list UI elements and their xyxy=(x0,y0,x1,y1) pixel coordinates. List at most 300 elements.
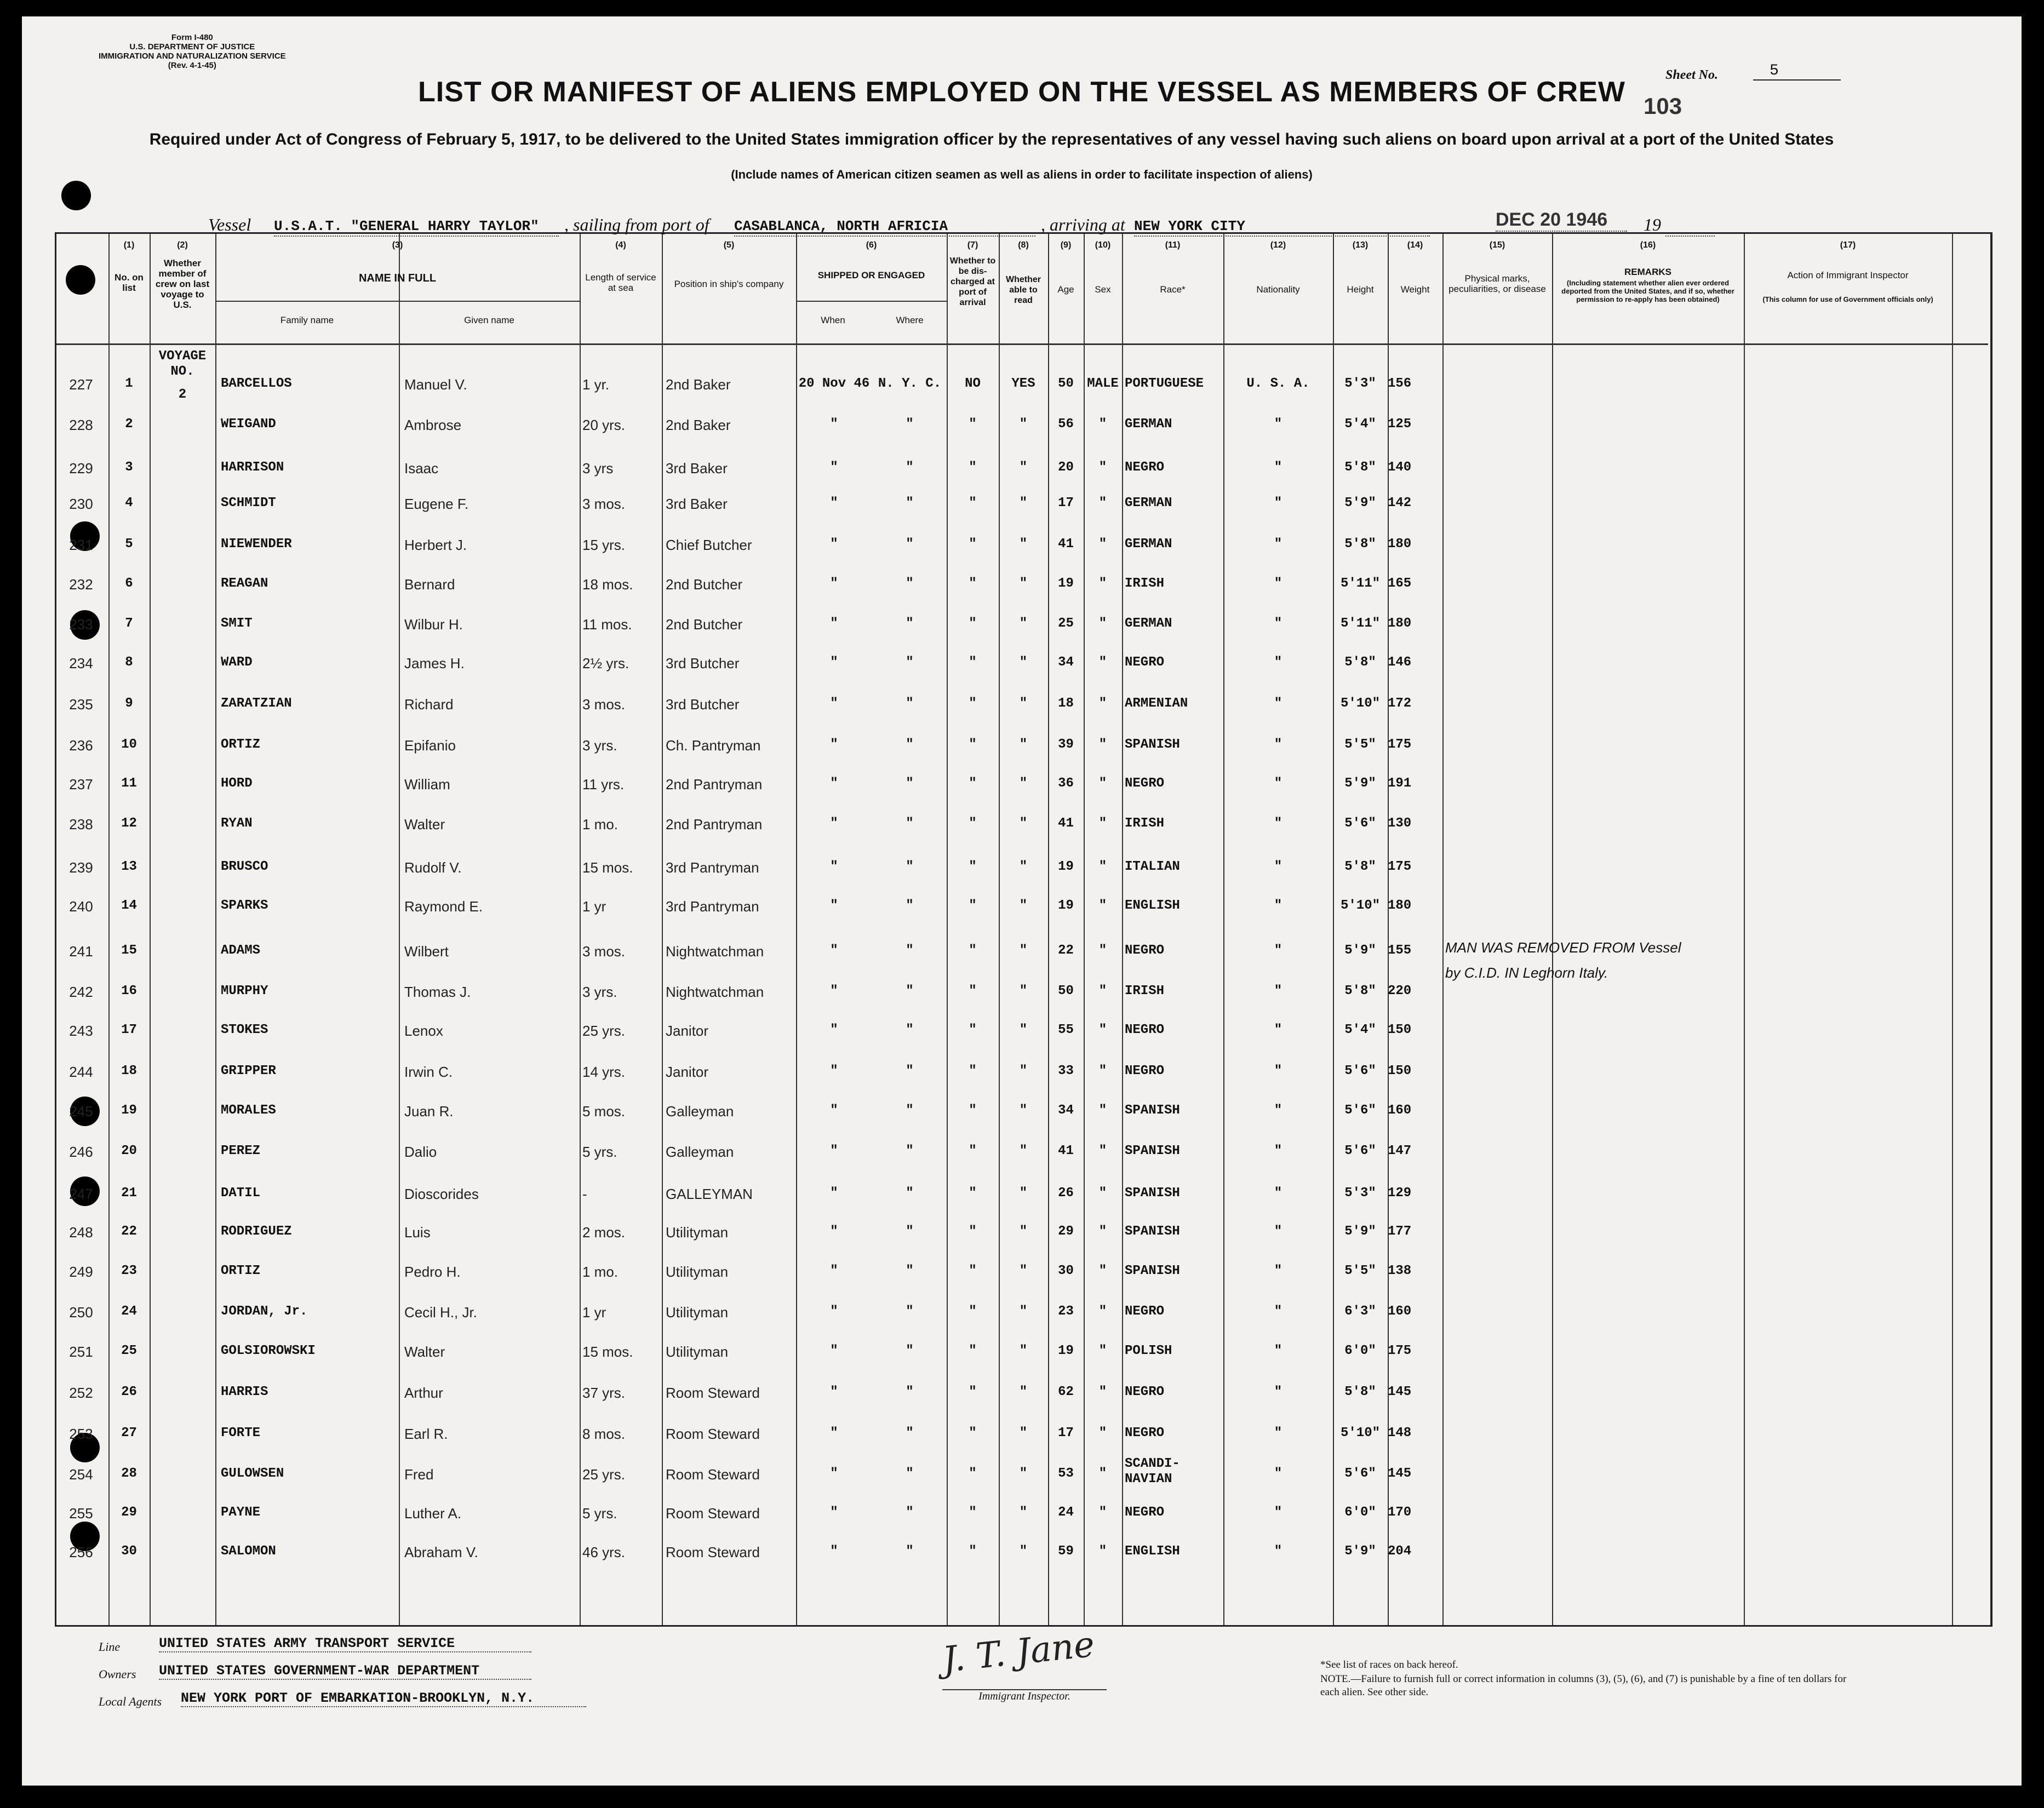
cell-age: 29 xyxy=(1058,1224,1074,1239)
department: U.S. DEPARTMENT OF JUSTICE xyxy=(129,42,255,51)
cell-sex: " xyxy=(1098,1385,1107,1399)
cell-nat: " xyxy=(1274,1103,1282,1118)
cell-disch: " xyxy=(969,1426,977,1440)
cell-sex: " xyxy=(1098,943,1107,958)
cell-position: 3rd Pantryman xyxy=(666,898,759,915)
cell-no: 11 xyxy=(121,776,137,791)
cell-nat: " xyxy=(1274,984,1282,998)
cell-weight: 145 xyxy=(1388,1466,1412,1481)
cell-when: " xyxy=(830,1505,838,1520)
date-stamp: DEC 20 1946 xyxy=(1496,209,1627,232)
cell-race: NEGRO xyxy=(1125,1304,1165,1319)
hdr-position: Position in ship's company xyxy=(674,279,784,289)
cell-fam: WARD xyxy=(221,655,253,670)
cell-position: 3rd Baker xyxy=(666,496,728,512)
cell-when: " xyxy=(830,576,838,591)
hdr-length-service: Length of service at sea xyxy=(585,272,656,293)
line-number: 247 xyxy=(69,1186,93,1202)
cell-position: 3rd Pantryman xyxy=(666,859,759,876)
cell-nat: " xyxy=(1274,898,1282,913)
cell-nat: " xyxy=(1274,696,1282,711)
line-number: 253 xyxy=(69,1426,93,1442)
cell-given: Luther A. xyxy=(404,1505,462,1522)
cell-given: Richard xyxy=(404,696,454,713)
cell-position: Ch. Pantryman xyxy=(666,737,761,754)
hdr-physical: Physical marks, peculiarities, or disease xyxy=(1448,273,1546,294)
cell-nat: " xyxy=(1274,655,1282,670)
cell-when: 20 Nov 46 xyxy=(798,376,870,391)
cell-length: 11 mos. xyxy=(582,616,632,633)
cell-sex: " xyxy=(1098,616,1107,631)
cell-race: NEGRO xyxy=(1125,1505,1165,1520)
line-number: 256 xyxy=(69,1544,93,1560)
cell-nat: " xyxy=(1274,1466,1282,1481)
cell-sex: " xyxy=(1098,1064,1107,1078)
cell-given: Dioscorides xyxy=(404,1186,479,1202)
col-num: (11) xyxy=(1165,240,1181,250)
cell-height: 5'11" xyxy=(1340,616,1380,631)
vessel-name: U.S.A.T. "GENERAL HARRY TAYLOR" xyxy=(274,218,559,237)
cell-nat: " xyxy=(1274,496,1282,510)
cell-no: 4 xyxy=(125,496,133,510)
cell-fam: ORTIZ xyxy=(221,1264,261,1278)
hdr-no-on-list: No. on list xyxy=(114,272,144,293)
cell-when: " xyxy=(830,1544,838,1559)
cell-read: " xyxy=(1019,1344,1028,1358)
cell-position: 3rd Baker xyxy=(666,460,728,477)
footer-agents-row xyxy=(99,1695,162,1709)
cell-length: 5 yrs. xyxy=(582,1505,617,1522)
cell-length: 1 yr xyxy=(582,1304,606,1321)
cell-height: 5'8" xyxy=(1344,859,1376,874)
cell-age: 17 xyxy=(1058,496,1074,510)
cell-no: 12 xyxy=(121,816,137,831)
cell-age: 53 xyxy=(1058,1466,1074,1481)
cell-weight: 129 xyxy=(1388,1186,1412,1201)
cell-height: 5'4" xyxy=(1344,1023,1376,1037)
cell-weight: 147 xyxy=(1388,1144,1412,1158)
cell-age: 39 xyxy=(1058,737,1074,752)
cell-read: " xyxy=(1019,1144,1028,1158)
cell-disch: " xyxy=(969,1505,977,1520)
cell-position: Galleyman xyxy=(666,1144,734,1160)
cell-read: " xyxy=(1019,1264,1028,1278)
hdr-action-sub: (This column for use of Government officials only) xyxy=(1762,295,1933,303)
cell-disch: " xyxy=(969,576,977,591)
footer-agents-label: Local Agents xyxy=(99,1695,162,1708)
cell-read: " xyxy=(1019,460,1028,475)
cell-when: " xyxy=(830,1264,838,1278)
cell-age: 30 xyxy=(1058,1264,1074,1278)
cell-where: " xyxy=(906,898,914,913)
cell-fam: NIEWENDER xyxy=(221,537,292,552)
cell-no: 29 xyxy=(121,1505,137,1520)
line-number: 234 xyxy=(69,655,93,671)
cell-length: 11 yrs. xyxy=(582,776,625,793)
cell-read: " xyxy=(1019,1023,1028,1037)
cell-weight: 138 xyxy=(1388,1264,1412,1278)
cell-when: " xyxy=(830,417,838,432)
cell-when: " xyxy=(830,696,838,711)
cell-where: " xyxy=(906,1186,914,1201)
cell-age: 18 xyxy=(1058,696,1074,711)
cell-age: 25 xyxy=(1058,616,1074,631)
cell-where: " xyxy=(906,496,914,510)
cell-position: 2nd Pantryman xyxy=(666,816,763,833)
footer-owners-row xyxy=(99,1667,136,1681)
cell-race: IRISH xyxy=(1125,816,1165,831)
footer-owners-value: UNITED STATES GOVERNMENT-WAR DEPARTMENT xyxy=(159,1663,531,1680)
cell-given: Walter xyxy=(404,1344,445,1360)
year-prefix: 19 xyxy=(1644,215,1661,234)
cell-height: 5'10" xyxy=(1340,696,1380,711)
cell-fam: GOLSIOROWSKI xyxy=(221,1344,316,1358)
cell-read: " xyxy=(1019,417,1028,432)
cell-when: " xyxy=(830,537,838,552)
revision: (Rev. 4-1-45) xyxy=(168,61,216,70)
col-num: (17) xyxy=(1840,240,1856,250)
inspector-signature: J. T. Jane xyxy=(940,1624,1097,1681)
cell-length: 8 mos. xyxy=(582,1426,626,1442)
cell-when: " xyxy=(830,1385,838,1399)
cell-no: 9 xyxy=(125,696,133,711)
cell-sex: " xyxy=(1098,1264,1107,1278)
cell-read: " xyxy=(1019,943,1028,958)
cell-disch: " xyxy=(969,1064,977,1078)
cell-race: IRISH xyxy=(1125,576,1165,591)
cell-length: 3 mos. xyxy=(582,943,626,960)
cell-length: 15 yrs. xyxy=(582,537,626,553)
cell-read: " xyxy=(1019,1426,1028,1440)
cell-position: 3rd Butcher xyxy=(666,696,740,713)
cell-given: Bernard xyxy=(404,576,455,593)
cell-disch: " xyxy=(969,1103,977,1118)
cell-sex: " xyxy=(1098,1344,1107,1358)
cell-fam: HORD xyxy=(221,776,253,791)
hdr-able-read: Whether able to read xyxy=(1006,275,1041,305)
cell-fam: ADAMS xyxy=(221,943,261,958)
punch-hole xyxy=(61,181,91,210)
cell-disch: " xyxy=(969,1144,977,1158)
cell-height: 5'8" xyxy=(1344,655,1376,670)
cell-height: 5'9" xyxy=(1344,496,1376,510)
cell-where: " xyxy=(906,1103,914,1118)
cell-nat: " xyxy=(1274,816,1282,831)
cell-nat: " xyxy=(1274,1023,1282,1037)
cell-race: NEGRO xyxy=(1125,1064,1165,1078)
cell-read: " xyxy=(1019,496,1028,510)
cell-nat: " xyxy=(1274,1544,1282,1559)
cell-weight: 180 xyxy=(1388,616,1412,631)
cell-where: " xyxy=(906,1344,914,1358)
cell-no: 5 xyxy=(125,537,133,552)
cell-age: 56 xyxy=(1058,417,1074,432)
cell-fam: RYAN xyxy=(221,816,253,831)
cell-length: 3 mos. xyxy=(582,496,626,512)
hdr-whether-member: Whether member of crew on last voyage to U.S. xyxy=(155,258,210,310)
cell-height: 5'8" xyxy=(1344,537,1376,552)
cell-length: 3 yrs. xyxy=(582,737,617,754)
cell-sex: " xyxy=(1098,1103,1107,1118)
cell-height: 5'8" xyxy=(1344,984,1376,998)
cell-fam: REAGAN xyxy=(221,576,268,591)
cell-weight: 180 xyxy=(1388,537,1412,552)
cell-read: " xyxy=(1019,898,1028,913)
cell-nat: " xyxy=(1274,537,1282,552)
line-number: 228 xyxy=(69,417,93,433)
cell-weight: 146 xyxy=(1388,655,1412,670)
cell-where: " xyxy=(906,943,914,958)
cell-no: 23 xyxy=(121,1264,137,1278)
hdr-where: Where xyxy=(896,315,924,325)
cell-disch: " xyxy=(969,655,977,670)
cell-disch: " xyxy=(969,737,977,752)
cell-position: Room Steward xyxy=(666,1505,760,1522)
cell-length: 5 yrs. xyxy=(582,1144,617,1160)
line-number: 229 xyxy=(69,460,93,477)
cell-disch: " xyxy=(969,616,977,631)
cell-length: 37 yrs. xyxy=(582,1385,626,1401)
cell-race: SPANISH xyxy=(1125,1264,1180,1278)
cell-length: 5 mos. xyxy=(582,1103,626,1120)
cell-where: " xyxy=(906,460,914,475)
col-num: (8) xyxy=(1018,240,1029,250)
cell-nat: " xyxy=(1274,1064,1282,1078)
cell-position: Room Steward xyxy=(666,1385,760,1401)
cell-weight: 150 xyxy=(1388,1064,1412,1078)
cell-where: " xyxy=(906,1544,914,1559)
line-number: 252 xyxy=(69,1385,93,1401)
line-number: 240 xyxy=(69,898,93,915)
cell-disch: " xyxy=(969,859,977,874)
form-number: Form I-480 xyxy=(171,33,213,42)
cell-weight: 177 xyxy=(1388,1224,1412,1239)
cell-length: 18 mos. xyxy=(582,576,633,593)
cell-height: 5'6" xyxy=(1344,1103,1376,1118)
col-num: (4) xyxy=(615,240,626,250)
cell-nat: U. S. A. xyxy=(1246,376,1310,391)
cell-length: 15 mos. xyxy=(582,859,633,876)
line-number: 233 xyxy=(69,616,93,633)
cell-no: 2 xyxy=(125,417,133,432)
hdr-when: When xyxy=(821,315,845,325)
cell-nat: " xyxy=(1274,417,1282,432)
cell-when: " xyxy=(830,816,838,831)
cell-where: " xyxy=(906,1466,914,1481)
hdr-nationality: Nationality xyxy=(1256,284,1300,295)
cell-sex: " xyxy=(1098,1426,1107,1440)
include-note: (Include names of American citizen seamen as well as aliens in order to facilitate inspection of aliens) xyxy=(731,168,1313,181)
cell-length: 2 mos. xyxy=(582,1224,626,1241)
cell-no: 22 xyxy=(121,1224,137,1239)
cell-race: ARMENIAN xyxy=(1125,696,1188,711)
cell-sex: " xyxy=(1098,1304,1107,1319)
cell-race: PORTUGUESE xyxy=(1125,376,1204,391)
cell-nat: " xyxy=(1274,1224,1282,1239)
cell-given: Dalio xyxy=(404,1144,437,1160)
cell-where: " xyxy=(906,1505,914,1520)
cell-given: Lenox xyxy=(404,1023,443,1039)
cell-nat: " xyxy=(1274,576,1282,591)
cell-read: " xyxy=(1019,696,1028,711)
cell-race: ENGLISH xyxy=(1125,1544,1180,1559)
line-number: 238 xyxy=(69,816,93,833)
cell-age: 41 xyxy=(1058,1144,1074,1158)
cell-weight: 170 xyxy=(1388,1505,1412,1520)
cell-position: Utilityman xyxy=(666,1344,729,1360)
crew-table xyxy=(55,232,1993,1627)
cell-length: 20 yrs. xyxy=(582,417,626,433)
cell-no: 27 xyxy=(121,1426,137,1440)
line-number: 236 xyxy=(69,737,93,754)
cell-race: GERMAN xyxy=(1125,417,1172,432)
cell-age: 55 xyxy=(1058,1023,1074,1037)
cell-where: " xyxy=(906,417,914,432)
cell-height: 5'4" xyxy=(1344,417,1376,432)
cell-fam: STOKES xyxy=(221,1023,268,1037)
line-number: 231 xyxy=(69,537,93,553)
cell-fam: GRIPPER xyxy=(221,1064,276,1078)
cell-read: " xyxy=(1019,816,1028,831)
cell-read: " xyxy=(1019,537,1028,552)
cell-weight: 175 xyxy=(1388,737,1412,752)
hdr-age: Age xyxy=(1057,284,1074,295)
cell-race: NEGRO xyxy=(1125,655,1165,670)
col-num: (2) xyxy=(177,240,188,250)
cell-fam: SMIT xyxy=(221,616,253,631)
cell-race: ENGLISH xyxy=(1125,898,1180,913)
cell-weight: 142 xyxy=(1388,496,1412,510)
cell-sex: " xyxy=(1098,696,1107,711)
cell-length: 1 yr xyxy=(582,898,606,915)
cell-height: 6'0" xyxy=(1344,1505,1376,1520)
cell-no: 6 xyxy=(125,576,133,591)
cell-length: 1 yr. xyxy=(582,376,610,393)
cell-no: 10 xyxy=(121,737,137,752)
footer-line-row xyxy=(99,1640,120,1654)
cell-given: Juan R. xyxy=(404,1103,454,1120)
cell-position: GALLEYMAN xyxy=(666,1186,753,1202)
cell-race: ITALIAN xyxy=(1125,859,1180,874)
cell-disch: NO xyxy=(965,376,981,391)
cell-disch: " xyxy=(969,1023,977,1037)
cell-position: Utilityman xyxy=(666,1224,729,1241)
cell-disch: " xyxy=(969,1544,977,1559)
cell-age: 19 xyxy=(1058,576,1074,591)
cell-sex: " xyxy=(1098,655,1107,670)
cell-sex: " xyxy=(1098,984,1107,998)
cell-age: 33 xyxy=(1058,1064,1074,1078)
cell-when: " xyxy=(830,496,838,510)
cell-given: Eugene F. xyxy=(404,496,469,512)
cell-read: " xyxy=(1019,1224,1028,1239)
cell-race: POLISH xyxy=(1125,1344,1172,1358)
sheet-number: 5 xyxy=(1753,62,1841,81)
cell-age: 41 xyxy=(1058,816,1074,831)
hdr-family-name: Family name xyxy=(280,315,334,325)
cell-sex: " xyxy=(1098,1544,1107,1559)
cell-weight: 175 xyxy=(1388,1344,1412,1358)
cell-read: " xyxy=(1019,1385,1028,1399)
cell-nat: " xyxy=(1274,1264,1282,1278)
races-note: *See list of races on back hereof. xyxy=(1320,1659,1458,1671)
cell-position: 2nd Pantryman xyxy=(666,776,763,793)
cell-height: 5'8" xyxy=(1344,1385,1376,1399)
cell-sex: " xyxy=(1098,537,1107,552)
cell-when: " xyxy=(830,1344,838,1358)
col-num: (6) xyxy=(866,240,877,250)
cell-sex: " xyxy=(1098,496,1107,510)
cell-where: " xyxy=(906,576,914,591)
cell-no: 14 xyxy=(121,898,137,913)
cell-read: " xyxy=(1019,737,1028,752)
cell-age: 26 xyxy=(1058,1186,1074,1201)
cell-weight: 160 xyxy=(1388,1103,1412,1118)
cell-age: 23 xyxy=(1058,1304,1074,1319)
cell-sex: " xyxy=(1098,1224,1107,1239)
cell-disch: " xyxy=(969,1264,977,1278)
line-number: 227 xyxy=(69,376,93,393)
cell-fam: HARRISON xyxy=(221,460,284,475)
sailing-from: CASABLANCA, NORTH AFRICIA xyxy=(734,218,1035,237)
cell-race: GERMAN xyxy=(1125,537,1172,552)
cell-position: Utilityman xyxy=(666,1304,729,1321)
line-number: 235 xyxy=(69,696,93,713)
cell-nat: " xyxy=(1274,1304,1282,1319)
cell-nat: " xyxy=(1274,943,1282,958)
cell-no: 3 xyxy=(125,460,133,475)
cell-given: Fred xyxy=(404,1466,434,1483)
cell-given: Pedro H. xyxy=(404,1264,461,1280)
cell-sex: MALE xyxy=(1087,376,1119,391)
cell-nat: " xyxy=(1274,1186,1282,1201)
cell-read: " xyxy=(1019,655,1028,670)
hdr-weight: Weight xyxy=(1400,284,1430,295)
cell-position: Room Steward xyxy=(666,1544,760,1560)
cell-where: " xyxy=(906,696,914,711)
cell-when: " xyxy=(830,859,838,874)
cell-where: " xyxy=(906,1264,914,1278)
cell-fam: WEIGAND xyxy=(221,417,276,432)
cell-race: IRISH xyxy=(1125,984,1165,998)
page-title: LIST OR MANIFEST OF ALIENS EMPLOYED ON THE VESSEL AS MEMBERS OF CREW xyxy=(418,76,1625,108)
cell-disch: " xyxy=(969,496,977,510)
cell-age: 34 xyxy=(1058,1103,1074,1118)
cell-where: " xyxy=(906,1385,914,1399)
cell-race: GERMAN xyxy=(1125,496,1172,510)
hdr-remarks-sub: (Including statement whether alien ever ordered deported from the United States, and if so, whether permission to re-apply has been obtained) xyxy=(1561,279,1734,303)
cell-no: 19 xyxy=(121,1103,137,1118)
cell-sex: " xyxy=(1098,816,1107,831)
cell-where: " xyxy=(906,776,914,791)
cell-no: 8 xyxy=(125,655,133,670)
cell-where: " xyxy=(906,737,914,752)
remark-line-2: by C.I.D. IN Leghorn Italy. xyxy=(1445,965,1608,981)
line-number: 230 xyxy=(69,496,93,512)
cell-race: SCANDI-NAVIAN xyxy=(1125,1456,1180,1486)
cell-position: 2nd Baker xyxy=(666,417,731,433)
cell-where: " xyxy=(906,859,914,874)
cell-sex: " xyxy=(1098,859,1107,874)
cell-position: 3rd Butcher xyxy=(666,655,740,671)
cell-read: " xyxy=(1019,776,1028,791)
cell-read: " xyxy=(1019,1103,1028,1118)
cell-length: 1 mo. xyxy=(582,1264,619,1280)
line-number: 245 xyxy=(69,1103,93,1120)
cell-given: Epifanio xyxy=(404,737,456,754)
cell-read: " xyxy=(1019,1304,1028,1319)
cell-length: 25 yrs. xyxy=(582,1466,626,1483)
